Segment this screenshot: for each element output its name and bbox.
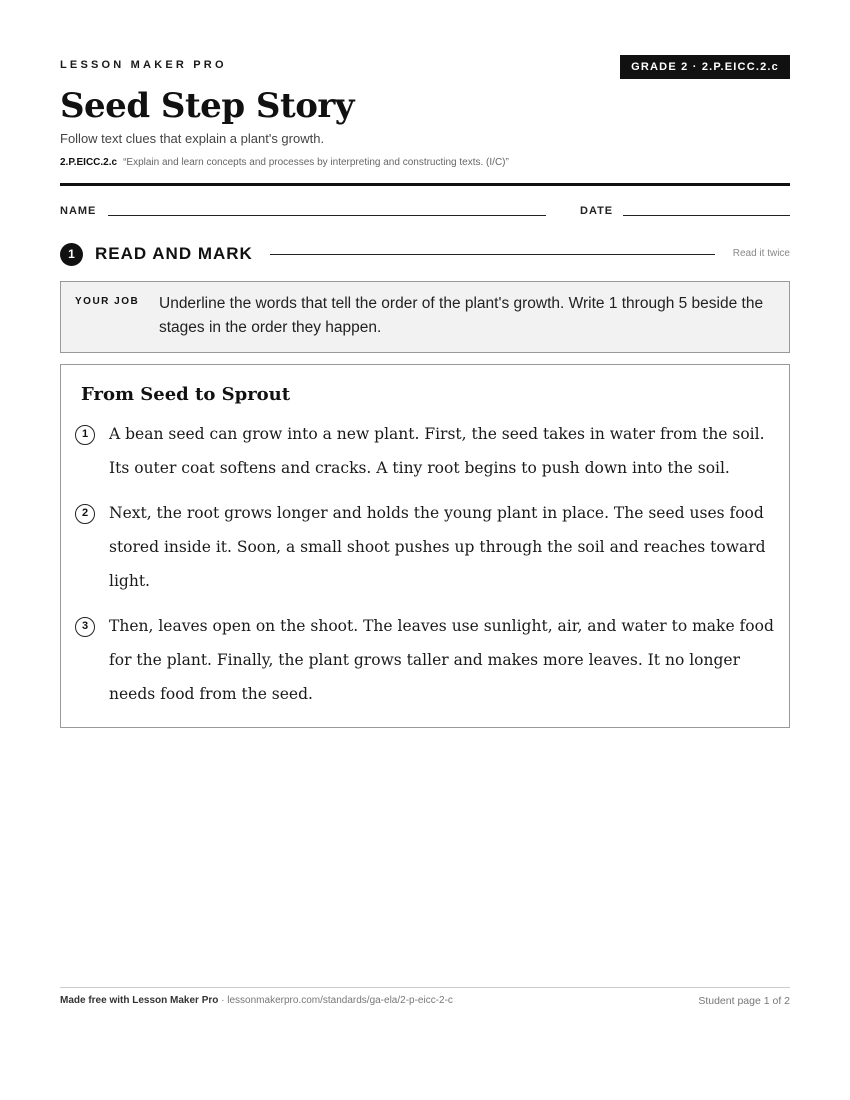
your-job-box xyxy=(60,281,790,353)
header-divider xyxy=(60,183,790,186)
reading-passage xyxy=(60,364,790,728)
grade-badge: GRADE 2 · 2.P.EICC.2.c xyxy=(620,55,790,79)
paragraph-number-badge: 1 xyxy=(75,425,95,445)
date-field[interactable] xyxy=(623,215,790,216)
footer-credit xyxy=(60,995,453,1006)
section-note: Read it twice xyxy=(732,248,790,259)
paragraph-text: A bean seed can grow into a new plant. First, the seed takes in water from the soil. Its outer coat softens and cracks. A tiny root begins to push down into the soil. xyxy=(109,425,765,477)
page-subtitle: Follow text clues that explain a plant's growth. xyxy=(60,131,325,146)
worksheet-page xyxy=(60,0,790,1100)
section-title: READ AND MARK xyxy=(95,244,253,263)
your-job-instructions: Underline the words that tell the order of the plant's growth. Write 1 through 5 beside the stages in the order they happen. xyxy=(159,295,764,336)
section-number-badge: 1 xyxy=(60,243,83,266)
page-title: Seed Step Story xyxy=(60,86,355,126)
standard-text: “Explain and learn concepts and processes by interpreting and constructing texts. (I/C)” xyxy=(123,157,509,168)
your-job-label: YOUR JOB xyxy=(75,296,140,307)
footer-url[interactable]: · lessonmakerpro.com/standards/ga-ela/2-p-eicc-2-c xyxy=(218,995,453,1006)
footer-divider xyxy=(60,987,790,988)
date-label: DATE xyxy=(580,205,614,217)
paragraph-number-badge: 2 xyxy=(75,504,95,524)
brand-name: LESSON MAKER PRO xyxy=(60,59,227,71)
section-divider xyxy=(270,254,715,255)
standard-code: 2.P.EICC.2.c xyxy=(60,157,118,168)
paragraph-text: Then, leaves open on the shoot. The leaves use sunlight, air, and water to make food for the plant. Finally, the plant grows taller and makes more leaves. It no longer needs food from the seed. xyxy=(109,617,774,703)
passage-title: From Seed to Sprout xyxy=(81,384,291,405)
standard-line xyxy=(60,157,509,168)
name-field[interactable] xyxy=(108,215,546,216)
paragraph-text: Next, the root grows longer and holds the young plant in place. The seed uses food stored inside it. Soon, a small shoot pushes up through the soil and reaches toward light. xyxy=(109,504,766,590)
name-label: NAME xyxy=(60,205,97,217)
footer-made-with: Made free with Lesson Maker Pro xyxy=(60,995,219,1006)
paragraph-number-badge: 3 xyxy=(75,617,95,637)
footer-page-number: Student page 1 of 2 xyxy=(698,995,790,1007)
